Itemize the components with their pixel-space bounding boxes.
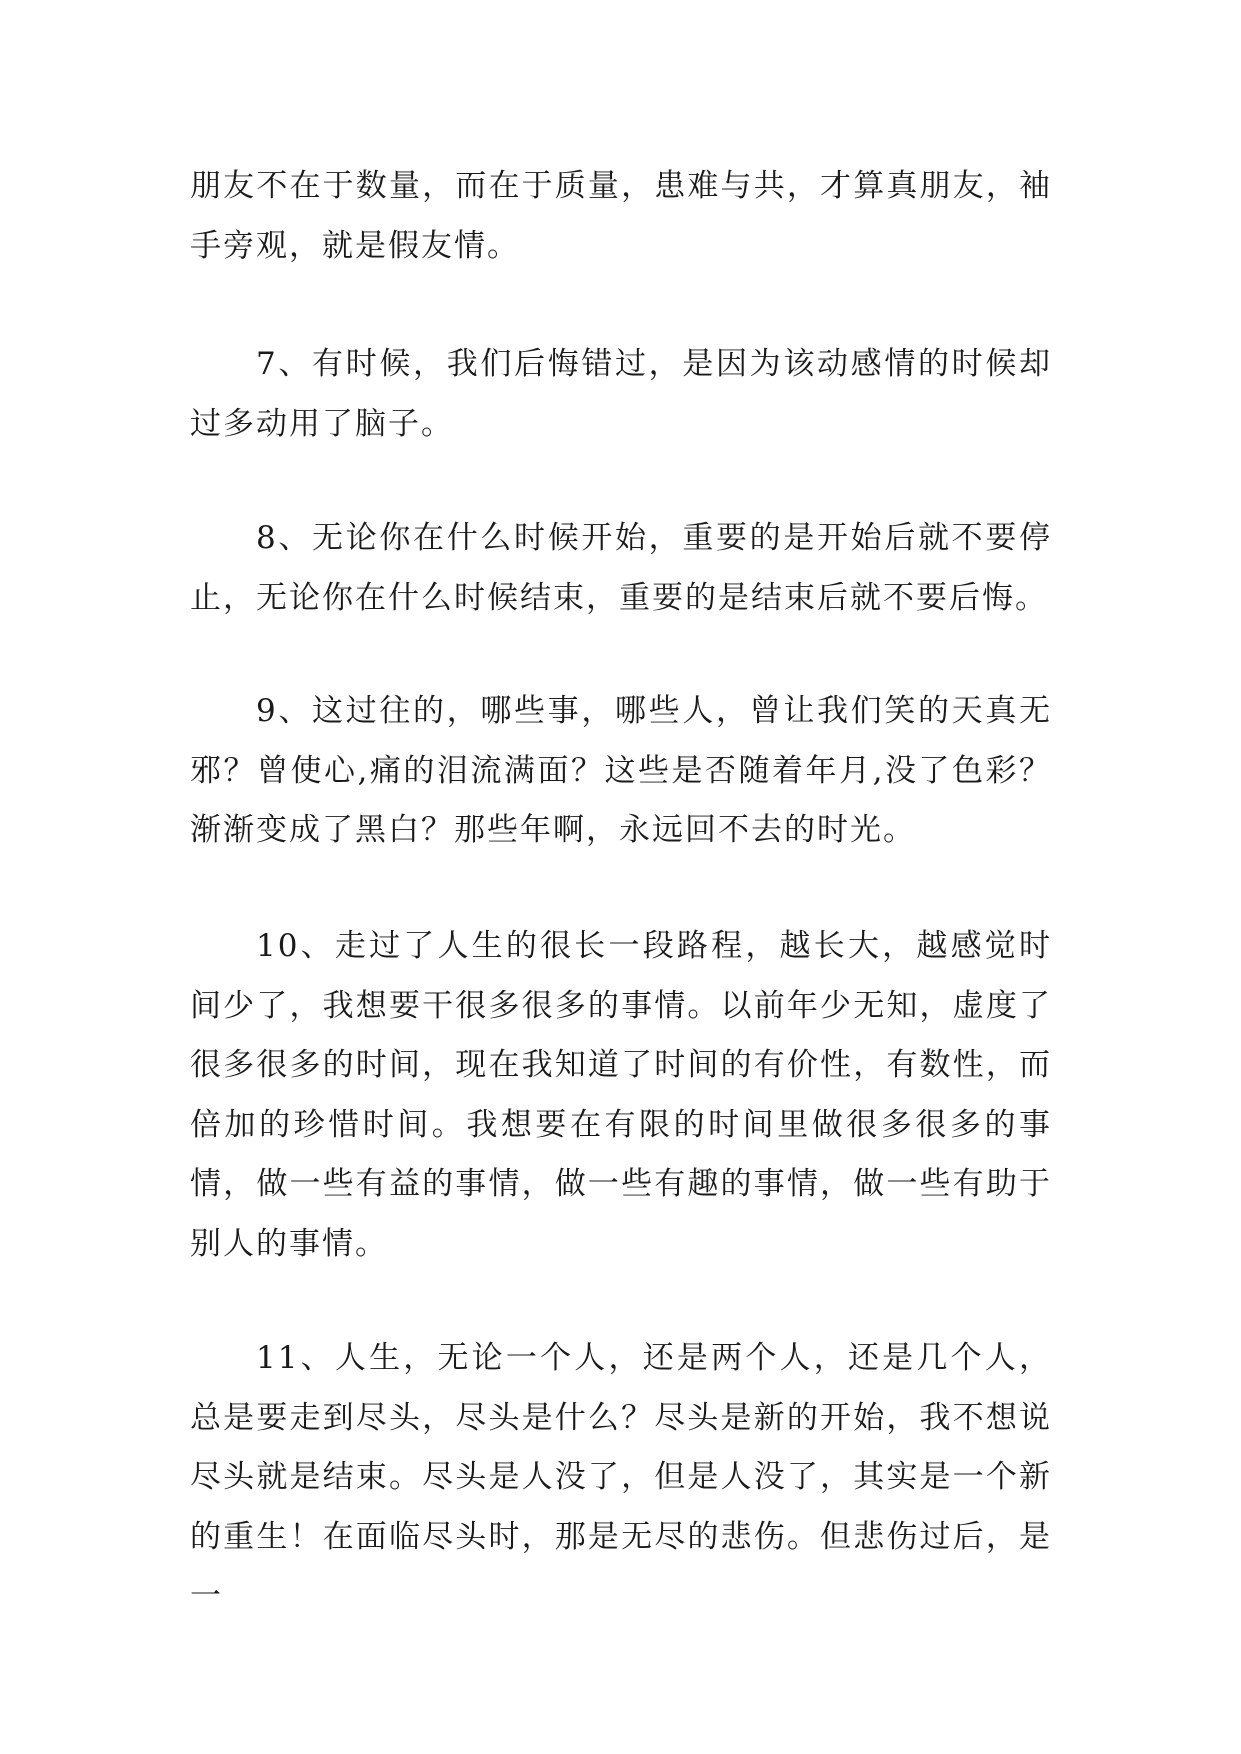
paragraph-text: 10、走过了人生的很长一段路程，越长大，越感觉时间少了，我想要干很多很多的事情。以前年少无知，虚度了很多很多的时间，现在我知道了时间的有价性，有数性，而倍加的珍惜时间。我想要在有限的时间里做很多很多的事情，做一些有益的事情，做一些有趣的事情，做一些有助于别人的事情。 xyxy=(190,928,1052,1262)
paragraph-8 xyxy=(190,509,1052,628)
paragraph-text: 8、无论你在什么时候开始，重要的是开始后就不要停止，无论你在什么时候结束，重要的是结束后就不要后悔。 xyxy=(190,520,1052,616)
paragraph-9 xyxy=(190,682,1052,861)
paragraph-text: 7、有时候，我们后悔错过，是因为该动感情的时候却过多动用了脑子。 xyxy=(190,346,1052,442)
paragraph-text: 朋友不在于数量，而在于质量，患难与共，才算真朋友，袖手旁观，就是假友情。 xyxy=(190,168,1052,264)
paragraph-11 xyxy=(190,1329,1052,1627)
paragraph-text: 11、人生，无论一个人，还是两个人，还是几个人，总是要走到尽头，尽头是什么？尽头是新的开始，我不想说尽头就是结束。尽头是人没了，但是人没了，其实是一个新的重生！在面临尽头时，那是无尽的悲伤。但悲伤过后，是一 xyxy=(190,1340,1052,1614)
paragraph-text: 9、这过往的，哪些事，哪些人，曾让我们笑的天真无邪？曾使心,痛的泪流满面？这些是否随着年月,没了色彩？渐渐变成了黑白？那些年啊，永远回不去的时光。 xyxy=(190,693,1052,848)
paragraph-7 xyxy=(190,335,1052,454)
paragraph-10 xyxy=(190,917,1052,1274)
paragraph-friendship xyxy=(190,157,1052,276)
